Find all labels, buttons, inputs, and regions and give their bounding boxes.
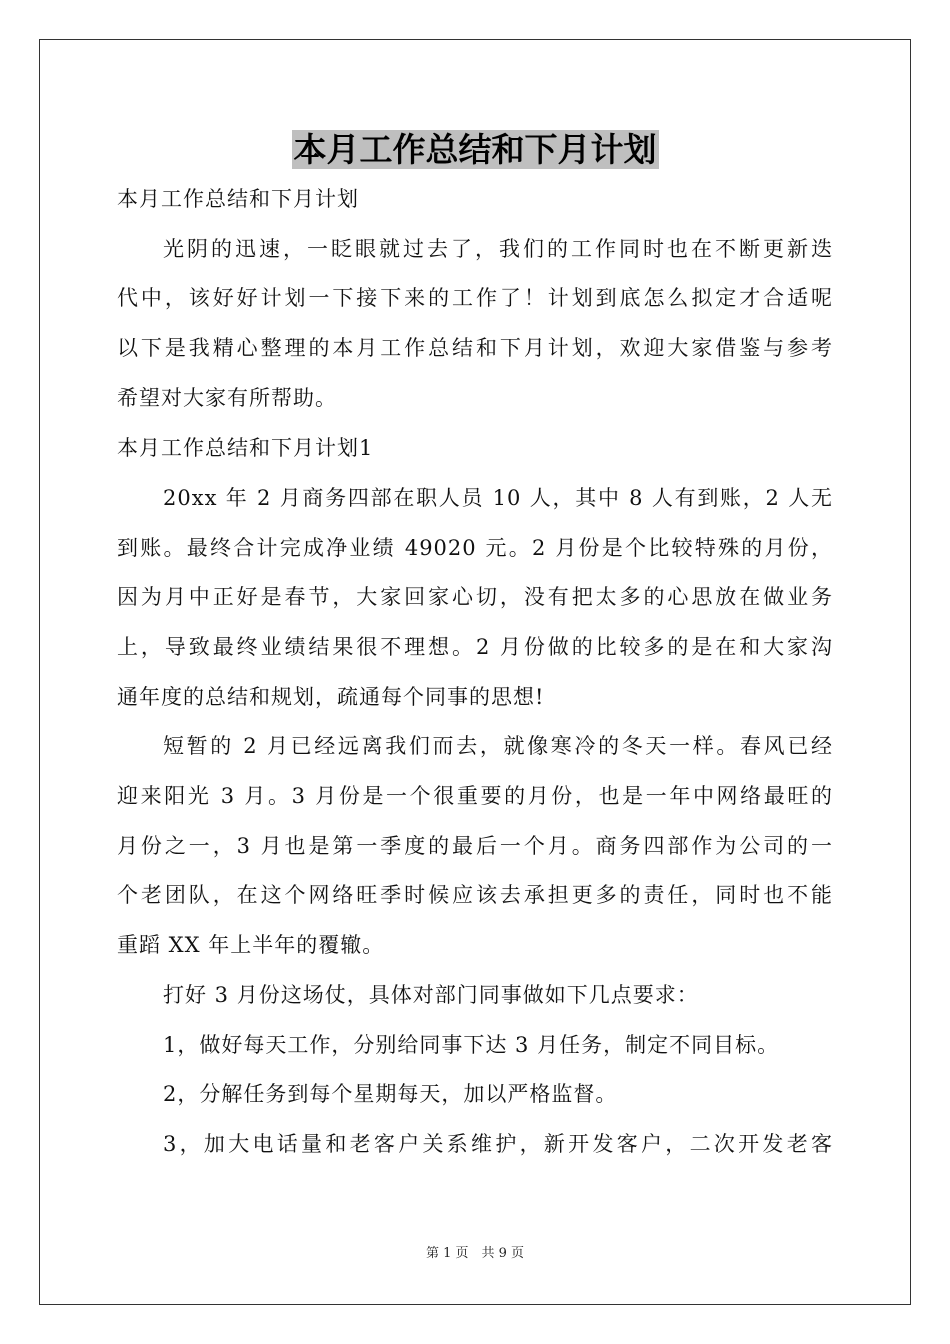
intro-line: 以下是我精心整理的本月工作总结和下月计划，欢迎大家借鉴与参考 — [117, 336, 833, 360]
section-heading: 本月工作总结和下月计划1 — [117, 436, 374, 460]
para3-line: 打好 3 月份这场仗，具体对部门同事做如下几点要求： — [163, 983, 699, 1007]
intro-line: 光阴的迅速，一眨眼就过去了，我们的工作同时也在不断更新迭 — [163, 237, 833, 261]
intro-line: 代中，该好好计划一下接下来的工作了！计划到底怎么拟定才合适呢 — [117, 286, 833, 310]
para2-line: 个老团队，在这个网络旺季时候应该去承担更多的责任，同时也不能 — [117, 883, 833, 907]
list-item: 1，做好每天工作，分别给同事下达 3 月任务，制定不同目标。 — [163, 1033, 780, 1057]
para1-line: 通年度的总结和规划，疏通每个同事的思想! — [117, 685, 545, 709]
para1-line: 上，导致最终业绩结果很不理想。2 月份做的比较多的是在和大家沟 — [117, 635, 833, 659]
page-footer: 第 1 页 共 9 页 — [425, 1246, 525, 1261]
intro-line: 希望对大家有所帮助。 — [117, 386, 337, 410]
list-item: 3，加大电话量和老客户关系维护，新开发客户，二次开发老客 — [163, 1132, 833, 1156]
para2-line: 短暂的 2 月已经远离我们而去，就像寒冷的冬天一样。春风已经 — [163, 734, 833, 758]
list-item: 2，分解任务到每个星期每天，加以严格监督。 — [163, 1082, 618, 1106]
para2-line: 重蹈 XX 年上半年的覆辙。 — [117, 933, 385, 957]
document-title: 本月工作总结和下月计划 — [293, 130, 657, 169]
para2-line: 月份之一，3 月也是第一季度的最后一个月。商务四部作为公司的一 — [117, 834, 833, 858]
para2-line: 迎来阳光 3 月。3 月份是一个很重要的月份，也是一年中网络最旺的 — [117, 784, 833, 808]
para1-line: 20xx 年 2 月商务四部在职人员 10 人，其中 8 人有到账，2 人无 — [163, 486, 833, 510]
page-border — [39, 39, 911, 1305]
document-subtitle: 本月工作总结和下月计划 — [117, 187, 359, 211]
para1-line: 到账。最终合计完成净业绩 49020 元。2 月份是个比较特殊的月份， — [117, 536, 833, 560]
para1-line: 因为月中正好是春节，大家回家心切，没有把太多的心思放在做业务 — [117, 585, 833, 609]
